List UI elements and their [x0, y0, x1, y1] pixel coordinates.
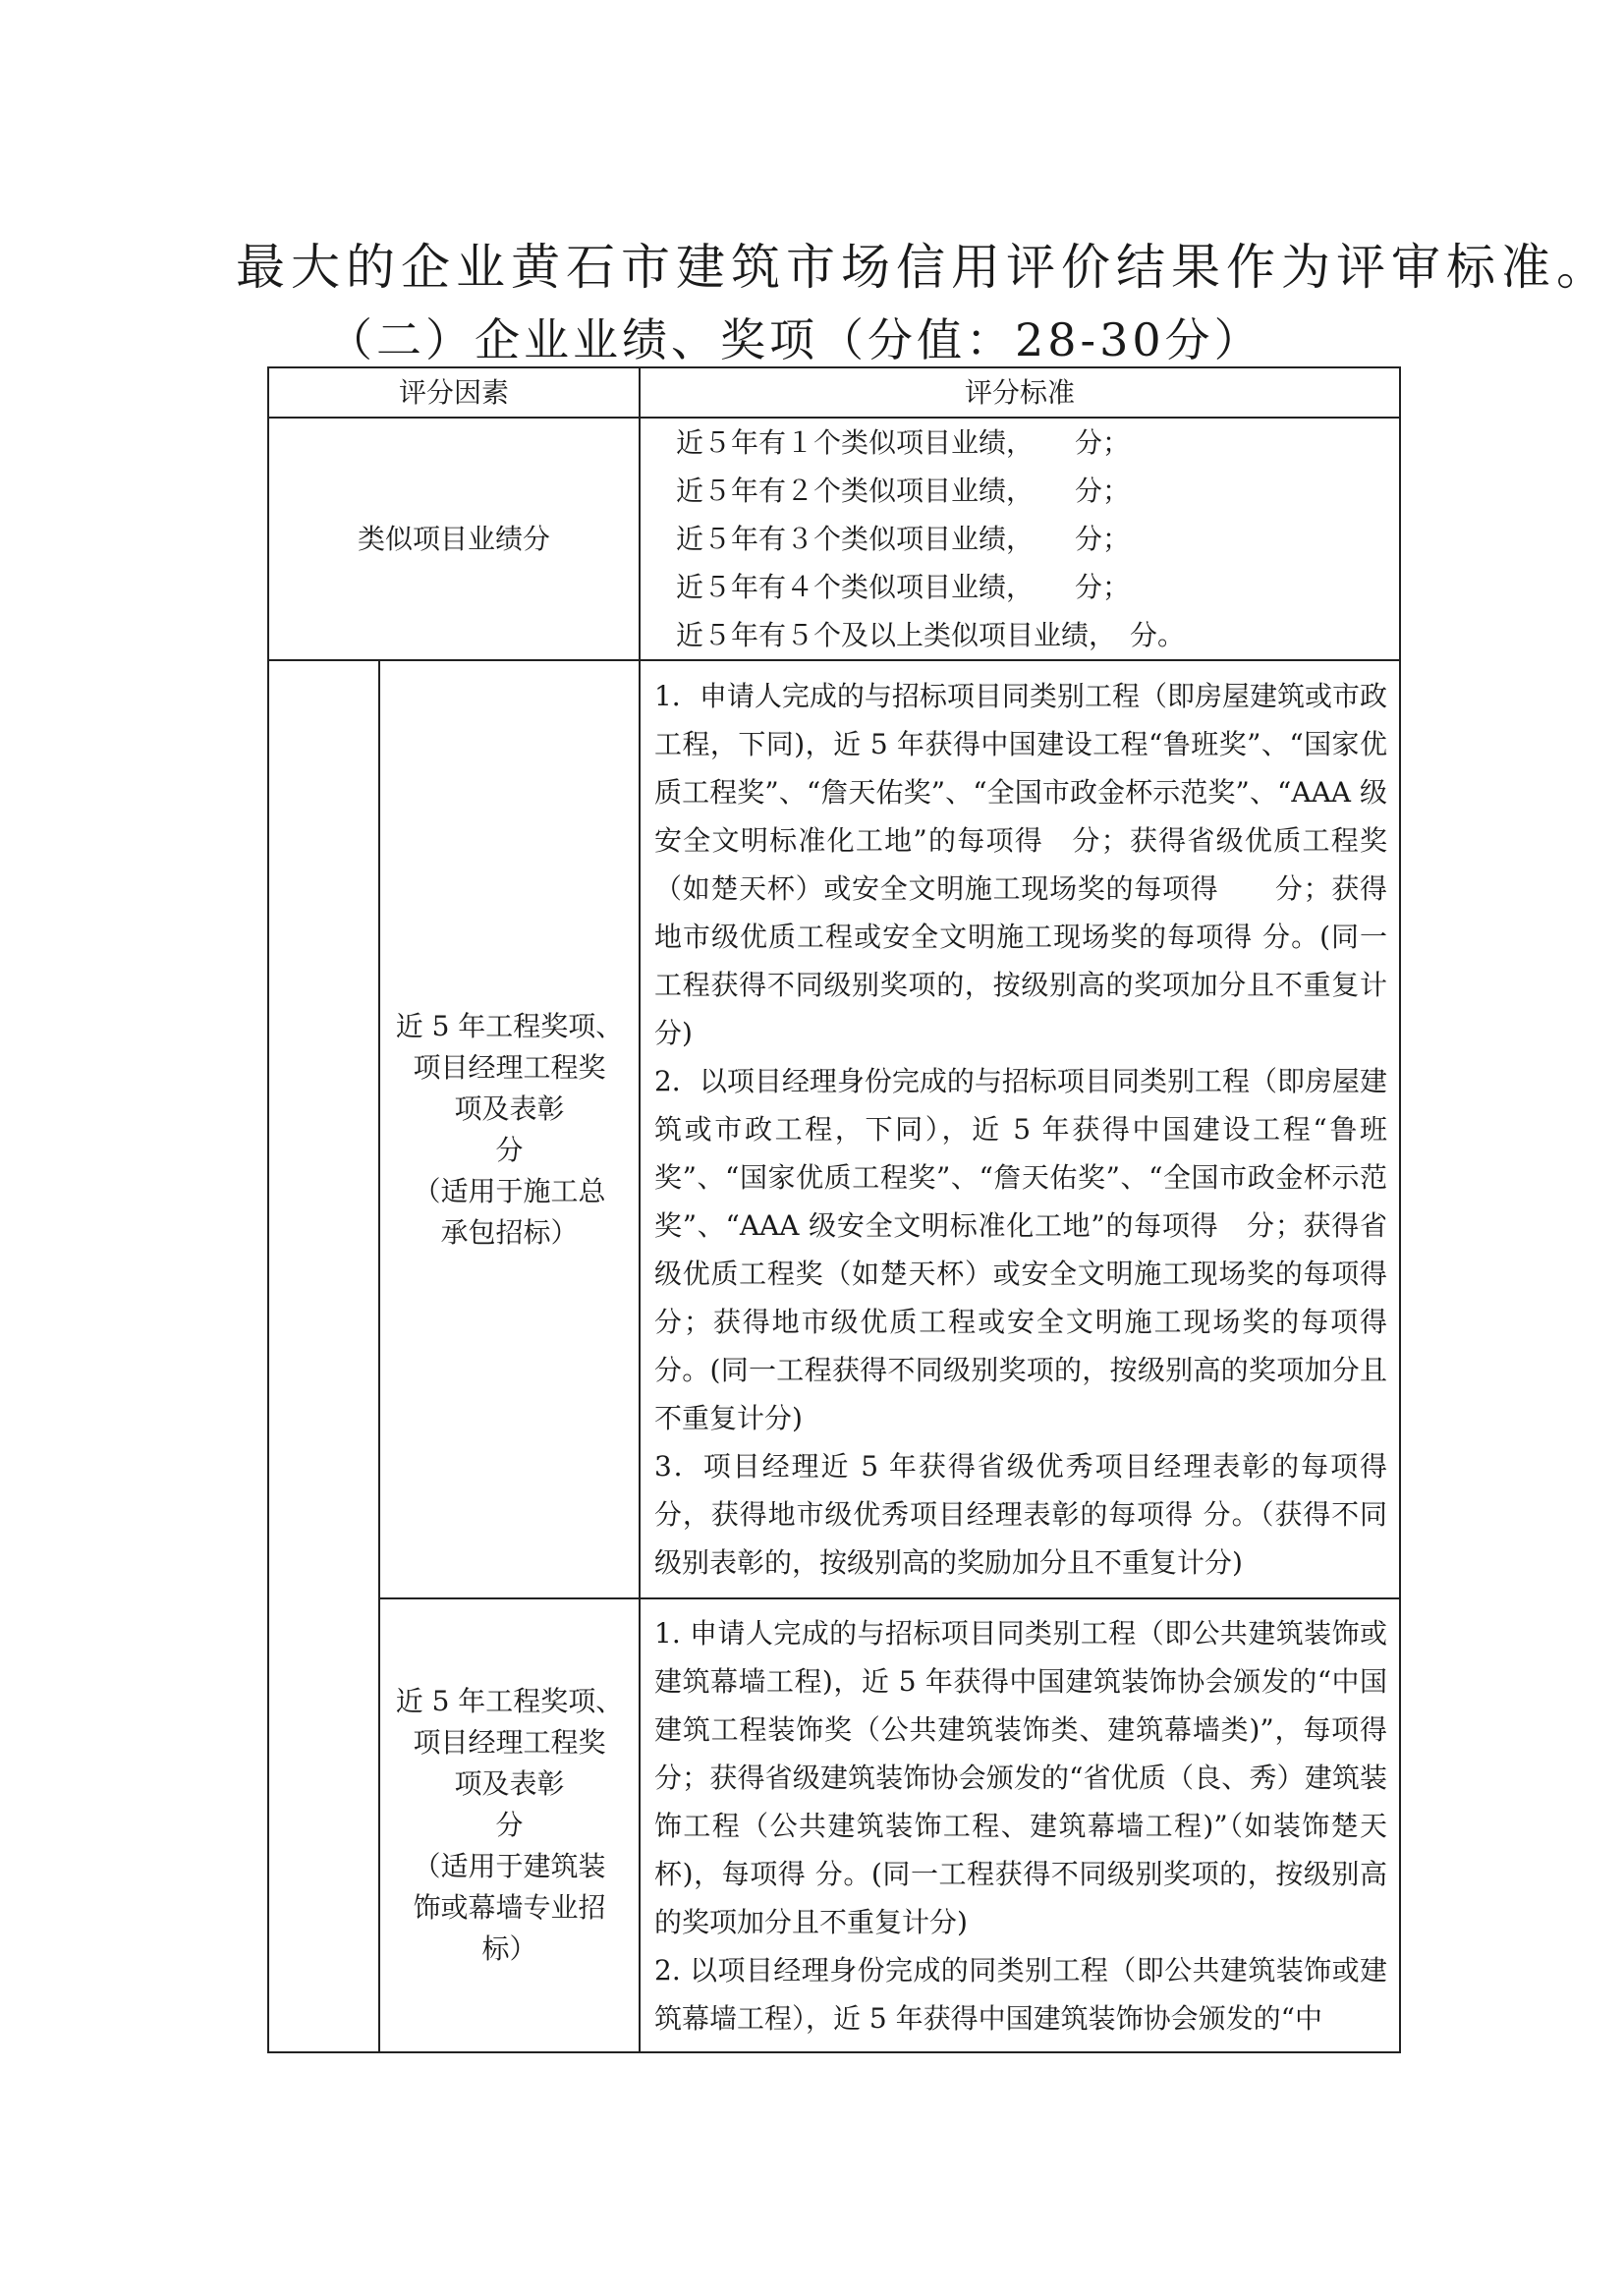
factor-label-line: 分	[495, 1809, 524, 1841]
criteria-item: 2. 以项目经理身份完成的同类别工程（即公共建筑装饰或建筑幕墙工程），近 5 年获得中国建筑装饰协会颁发的“中	[654, 1953, 1388, 2035]
factor-label-line: （适用于施工总	[413, 1174, 606, 1207]
criteria-line: 近５年有３个类似项目业绩， 分；	[676, 523, 1131, 555]
factor-label-line: 标）	[481, 1932, 537, 1965]
factor-label-line: 项目经理工程奖	[413, 1726, 606, 1759]
criteria-item: 3．项目经理近 5 年获得省级优秀项目经理表彰的每项得 分，获得地市级优秀项目经理表彰的每项得 分。（获得不同级别表彰的，按级别高的奖励加分且不重复计分)	[654, 1450, 1443, 1579]
scoring-table	[267, 366, 1443, 2053]
criteria-awards-general-contract	[640, 660, 1443, 1598]
criteria-line: 近５年有２个类似项目业绩， 分；	[676, 475, 1131, 507]
criteria-item: 1．申请人完成的与招标项目同类别工程（即房屋建筑或市政工程，下同)，近 5 年获得中国建设工程“鲁班奖”、“国家优质工程奖”、“詹天佑奖”、“全国市政金杯示范奖”、“AAA 级安全文明标准化工地”的每项得 分；获得省级优质工程奖（如楚天杯）或安全文明施工现场奖的每项得 分；获得地市级优质工程或安全文明施工现场奖的每项得 分。(同一工程获得不同级别奖项的，按级别高的奖项加分且不重复计分)	[654, 680, 1388, 1049]
table-row	[268, 1598, 1400, 2052]
criteria-line: 近５年有４个类似项目业绩， 分；	[676, 571, 1131, 603]
factor-similar-projects: 类似项目业绩分	[268, 418, 640, 660]
section-title: （二）企业业绩、奖项（分值：28-30分）	[327, 313, 1263, 366]
factor-label-line: 承包招标）	[440, 1215, 579, 1249]
factor-label-line: 项及表彰	[454, 1767, 565, 1800]
intro-line: 最大的企业黄石市建筑市场信用评价结果作为评审标准。	[236, 239, 1611, 296]
factor-label-line: 分	[495, 1133, 524, 1166]
merged-blank-cell	[268, 660, 379, 2052]
header-factor: 评分因素	[268, 367, 640, 418]
factor-label-line: 项及表彰	[454, 1092, 565, 1125]
criteria-line: 近５年有１个类似项目业绩， 分；	[676, 426, 1131, 459]
criteria-item: 2．以项目经理身份完成的与招标项目同类别工程（即房屋建筑或市政工程，下同），近 5 年获得中国建设工程“鲁班奖”、“国家优质工程奖”、“詹天佑奖”、“全国市政金杯示范奖”、“AAA 级安全文明标准化工地”的每项得 分；获得省级优质工程奖（如楚天杯）或安全文明施工现场奖的每项得 分；获得地市级优质工程或安全文明施工现场奖的每项得 分。(同一工程获得不同级别奖项的，按级别高的奖项加分且不重复计分)	[654, 1065, 1388, 1434]
criteria-similar-projects	[640, 418, 1400, 660]
factor-awards-general-contract	[379, 660, 640, 1598]
criteria-item: 1. 申请人完成的与招标项目同类别工程（即公共建筑装饰或建筑幕墙工程)，近 5 年获得中国建筑装饰协会颁发的“中国建筑工程装饰奖（公共建筑装饰类、建筑幕墙类)”，每项得 分；获得省级建筑装饰协会颁发的“省优质（良、秀）建筑装饰工程（公共建筑装饰工程、建筑幕墙工程)”（如装饰楚天杯)，每项得 分。(同一工程获得不同级别奖项的，按级别高的奖项加分且不重复计分)	[654, 1616, 1388, 1938]
factor-label-line: 项目经理工程奖	[413, 1050, 606, 1084]
factor-awards-decoration	[379, 1598, 640, 2052]
criteria-awards-decoration	[640, 1598, 1400, 2052]
factor-label-line: 饰或幕墙专业招	[413, 1891, 606, 1924]
factor-label-line: 近 5 年工程奖项、	[395, 1009, 624, 1042]
header-criteria: 评分标准	[640, 367, 1400, 418]
table-row	[268, 418, 1400, 660]
factor-label-line: （适用于建筑装	[413, 1850, 606, 1882]
criteria-line: 近５年有５个及以上类似项目业绩， 分。	[676, 619, 1186, 651]
factor-label-line: 近 5 年工程奖项、	[395, 1685, 624, 1717]
table-row	[268, 660, 1400, 1598]
table-header-row	[268, 367, 1400, 418]
